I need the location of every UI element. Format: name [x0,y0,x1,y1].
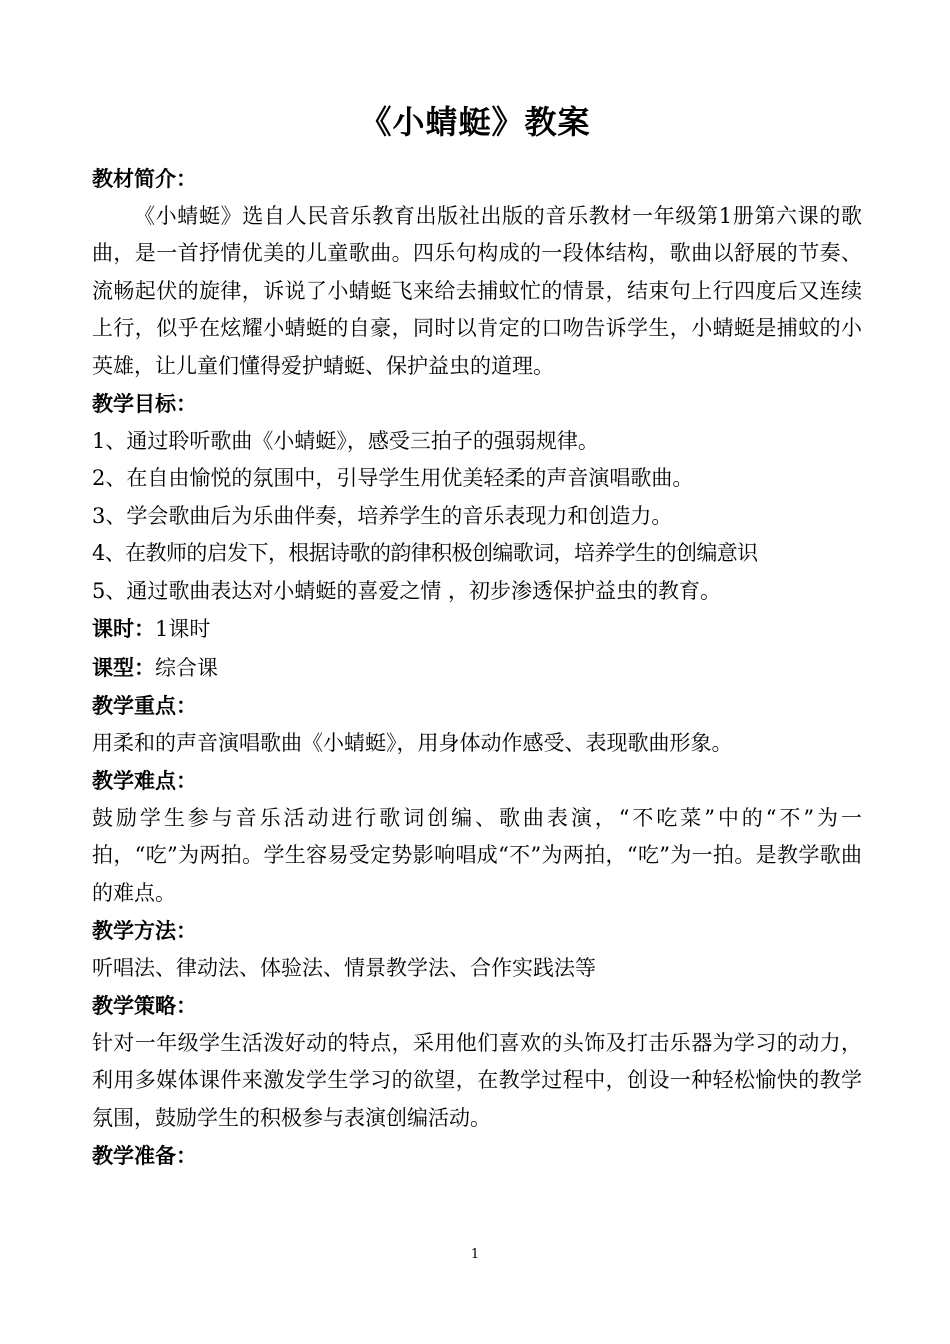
preparation-heading: 教学准备： [92,1143,197,1168]
page-number: 1 [470,1247,480,1262]
key-points-paragraph: 用柔和的声音演唱歌曲《小蜻蜓》，用身体动作感受、表现歌曲形象。 [92,730,733,755]
type-label: 课型： [92,654,155,680]
type-value: 综合课 [155,655,218,680]
goal-item: 5、通过歌曲表达对小蜻蜓的喜爱之情 ，初步渗透保护益虫的教育。 [92,578,722,603]
intro-heading: 教材简介： [92,166,197,191]
goal-item: 1、通过聆听歌曲《小蜻蜓》，感受三拍子的强弱规律。 [92,428,599,453]
goal-item: 3、学会歌曲后为乐曲伴奏，培养学生的音乐表现力和创造力。 [92,503,673,528]
goal-item: 2、在自由愉悦的氛围中，引导学生用优美轻柔的声音演唱歌曲。 [92,466,694,490]
methods-paragraph: 听唱法、律动法、体验法、情景教学法、合作实践法等 [92,955,596,980]
page-title: 《小蜻蜓》教案 [359,103,591,141]
intro-paragraph: 《小蜻蜓》选自人民音乐教育出版社出版的音乐教材一年级第1册第六课的歌曲，是一首抒情优美的儿童歌曲。四乐句构成的一段体结构，歌曲以舒展的节奏、流畅起伏的旋律，诉说了小蜻蜓飞来给去捕蚊忙的情景，结束句上行四度后又连续上行，似乎在炫耀小蜻蜓的自豪，同时以肯定的口吻告诉学生，小蜻蜓是捕蚊的小英雄，让儿童们懂得爱护蜻蜓、保护益虫的道理。 [92,203,862,378]
hours-label: 课时： [92,616,155,641]
hours-value: 1课时 [155,617,211,641]
goal-item: 4、在教师的启发下，根据诗歌的韵律积极创编歌词，培养学生的创编意识 [92,541,758,565]
difficulties-heading: 教学难点： [92,768,197,793]
type-line [92,649,862,688]
key-points-heading: 教学重点： [92,693,197,718]
methods-heading: 教学方法： [92,918,197,943]
goals-heading: 教学目标： [92,391,197,416]
hours-line [92,610,862,649]
difficulties-paragraph: 鼓励学生参与音乐活动进行歌词创编、歌曲表演，“不吃菜”中的“不”为一拍，“吃”为两拍。学生容易受定势影响唱成“不”为两拍，“吃”为一拍。是教学歌曲的难点。 [92,805,862,905]
strategy-paragraph: 针对一年级学生活泼好动的特点，采用他们喜欢的头饰及打击乐器为学习的动力，利用多媒体课件来激发学生学习的欲望，在教学过程中，创设一种轻松愉快的教学氛围，鼓励学生的积极参与表演创编活动。 [92,1030,862,1130]
document-body [92,160,862,1175]
strategy-heading: 教学策略： [92,993,197,1018]
